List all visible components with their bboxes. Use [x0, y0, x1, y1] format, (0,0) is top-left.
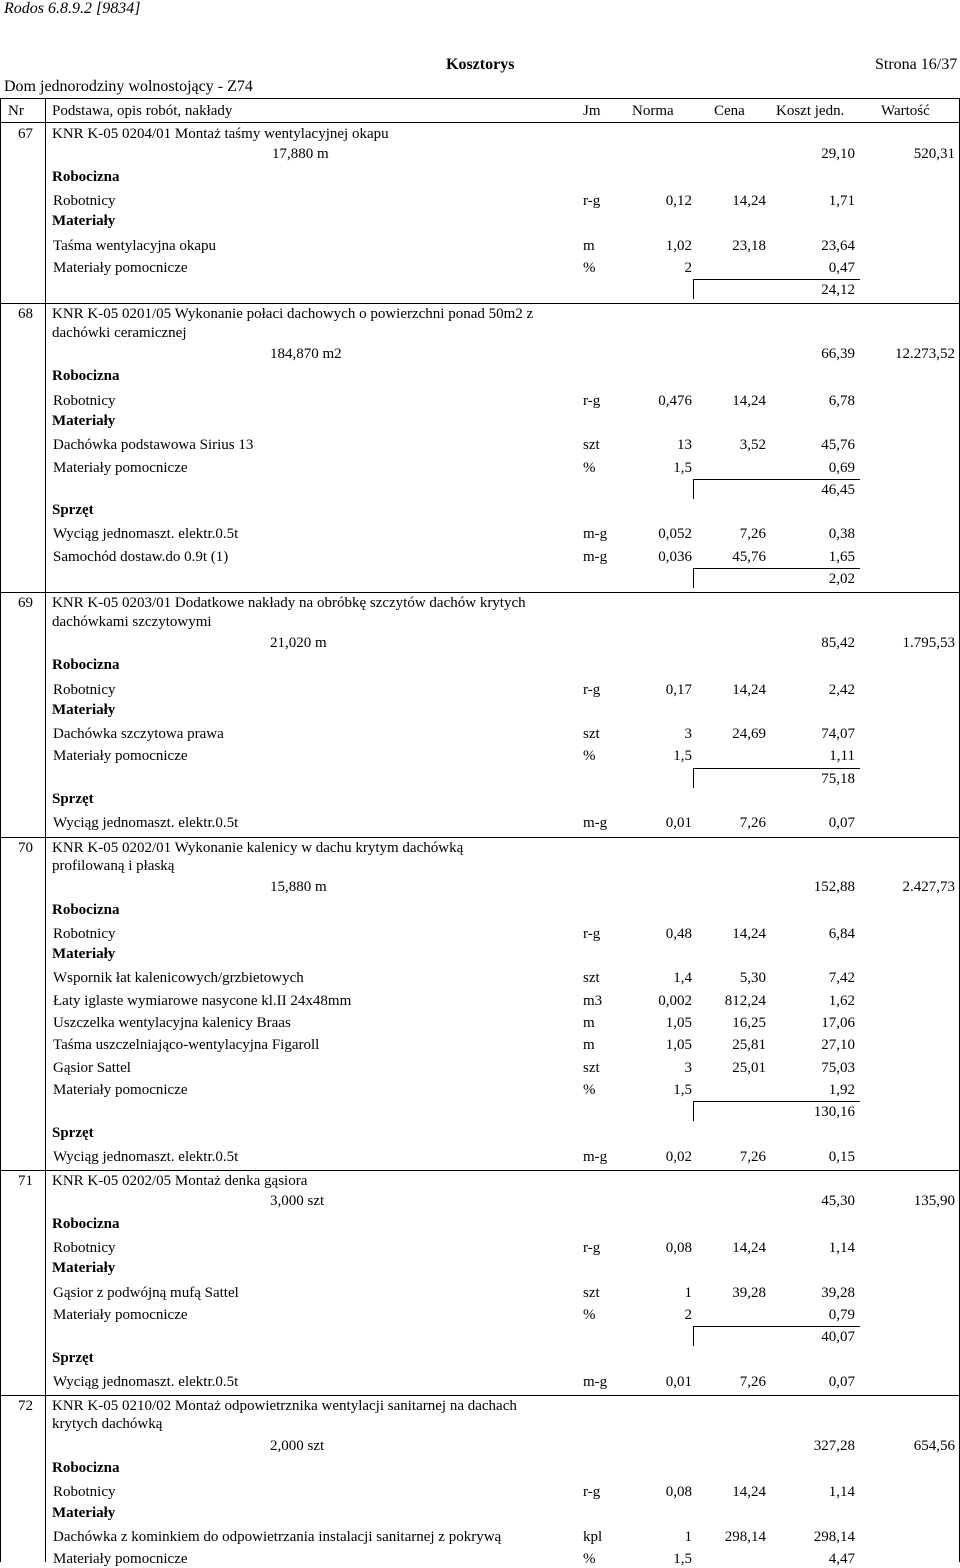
equipment-total-side — [693, 568, 694, 588]
col-header-wartosc: Wartość — [881, 103, 930, 119]
labor-row-cost: 1,14 — [828, 1484, 855, 1501]
material-row-name: Materiały pomocnicze — [53, 259, 188, 276]
material-row-unit: m3 — [583, 992, 603, 1009]
material-row-cost: 23,64 — [821, 237, 855, 254]
item-quantity: 17,880 m — [272, 146, 329, 163]
labor-header: Robocizna — [52, 168, 120, 185]
material-row-name: Wspornik łat kalenicowych/grzbietowych — [53, 970, 304, 987]
material-row-unit: % — [583, 1081, 596, 1098]
item-value: 520,31 — [913, 146, 955, 163]
item-title: KNR K-05 0202/05 Montaż denka gąsiora — [52, 1173, 308, 1190]
material-row-name: Materiały pomocnicze — [53, 1081, 188, 1098]
materials-total: 75,18 — [821, 770, 855, 787]
material-row-price: 812,24 — [724, 992, 766, 1009]
material-row-price: 24,69 — [732, 726, 766, 743]
labor-header: Robocizna — [52, 1215, 120, 1232]
material-row-norm: 1,4 — [673, 970, 692, 987]
labor-row-norm: 0,17 — [665, 681, 692, 698]
materials-header: Materiały — [52, 1260, 116, 1277]
materials-total-rule — [693, 1326, 860, 1327]
material-row-norm: 3 — [684, 726, 692, 743]
material-row-norm: 13 — [677, 437, 692, 454]
material-row-unit: szt — [583, 437, 600, 454]
item-quantity: 184,870 m2 — [270, 346, 342, 362]
labor-row-unit: r-g — [583, 392, 601, 409]
col-header-norma: Norma — [632, 103, 674, 119]
labor-row-price: 14,24 — [732, 925, 766, 942]
labor-row-name: Robotnicy — [53, 392, 116, 409]
material-row-name: Materiały pomocnicze — [53, 1551, 188, 1568]
item-title: KNR K-05 0202/01 Wykonanie kalenicy w dachu krytym dachówką — [52, 839, 464, 856]
material-row-norm: 1,02 — [665, 237, 692, 254]
material-row-unit: kpl — [583, 1528, 603, 1545]
equipment-row-unit: m-g — [583, 526, 608, 543]
item-title-continued: profilowaną i płaską — [52, 857, 175, 874]
material-row-norm: 2 — [684, 1306, 692, 1323]
item-number: 69 — [18, 595, 33, 612]
material-row-price: 23,18 — [732, 237, 766, 254]
material-row-cost: 0,69 — [828, 459, 855, 476]
material-row-name: Łaty iglaste wymiarowe nasycone kl.II 24x48mm — [53, 992, 352, 1009]
item-title-continued: krytych dachówką — [52, 1416, 163, 1433]
equipment-row-cost: 1,65 — [828, 548, 855, 565]
material-row-name: Dachówka podstawowa Sirius 13 — [53, 437, 254, 454]
material-row-price: 39,28 — [732, 1284, 766, 1301]
material-row-cost: 1,11 — [829, 748, 855, 765]
materials-total-side — [693, 279, 694, 299]
material-row-cost: 1,62 — [828, 992, 855, 1009]
material-row-unit: m — [583, 1015, 595, 1031]
materials-header: Materiały — [52, 213, 116, 230]
equipment-header: Sprzęt — [52, 791, 94, 807]
equipment-row-unit: m-g — [583, 548, 608, 565]
material-row-name: Materiały pomocnicze — [53, 748, 188, 765]
material-row-unit: szt — [583, 726, 600, 743]
materials-total-side — [693, 1101, 694, 1121]
item-value: 12.273,52 — [895, 346, 955, 362]
labor-row-cost: 2,42 — [828, 681, 855, 698]
labor-row-norm: 0,08 — [665, 1240, 692, 1256]
labor-row-price: 14,24 — [732, 681, 766, 698]
equipment-row-unit: m-g — [583, 815, 608, 832]
labor-header: Robocizna — [52, 657, 120, 674]
materials-total-side — [693, 1326, 694, 1346]
labor-row-price: 14,24 — [732, 192, 766, 209]
equipment-header: Sprzęt — [52, 1349, 94, 1366]
materials-total: 40,07 — [821, 1329, 855, 1346]
col-header-cena: Cena — [714, 103, 745, 119]
material-row-cost: 45,76 — [821, 437, 855, 454]
material-row-norm: 1,5 — [673, 459, 692, 476]
labor-row-cost: 6,78 — [828, 392, 855, 409]
equipment-row-norm: 0,01 — [665, 1373, 692, 1390]
material-row-norm: 2 — [684, 259, 692, 276]
item-title: KNR K-05 0204/01 Montaż taśmy wentylacyjnej okapu — [52, 126, 389, 142]
equipment-row-cost: 0,07 — [828, 815, 855, 832]
material-row-norm: 1,5 — [673, 1551, 692, 1568]
item-number: 72 — [18, 1398, 33, 1415]
item-unit-cost: 45,30 — [821, 1193, 855, 1210]
material-row-name: Dachówka z kominkiem do odpowietrzania instalacji sanitarnej z pokrywą — [53, 1528, 502, 1545]
labor-row-norm: 0,476 — [658, 392, 692, 409]
materials-total: 130,16 — [813, 1104, 855, 1121]
item-separator — [0, 1395, 960, 1396]
materials-total-rule — [693, 479, 860, 480]
item-value: 654,56 — [913, 1437, 955, 1454]
page-number: Strona 16/37 — [875, 56, 958, 73]
material-row-cost: 7,42 — [828, 970, 855, 987]
equipment-row-cost: 0,38 — [828, 526, 855, 543]
equipment-row-name: Samochód dostaw.do 0.9t (1) — [53, 548, 229, 565]
rule-left — [0, 98, 1, 1562]
materials-header: Materiały — [52, 701, 116, 718]
materials-total-rule — [693, 768, 860, 769]
item-value: 1.795,53 — [902, 634, 955, 651]
program-version: Rodos 6.8.9.2 [9834] — [4, 0, 141, 17]
labor-row-cost: 1,14 — [828, 1240, 855, 1256]
equipment-total: 2,02 — [828, 571, 855, 587]
material-row-name: Taśma wentylacyjna okapu — [53, 237, 217, 254]
equipment-row-norm: 0,052 — [658, 526, 692, 543]
materials-header: Materiały — [52, 1504, 116, 1521]
material-row-unit: % — [583, 1306, 596, 1323]
material-row-unit: % — [583, 459, 596, 476]
equipment-row-cost: 0,15 — [828, 1148, 855, 1165]
materials-total-side — [693, 768, 694, 788]
material-row-unit: szt — [583, 970, 600, 987]
materials-total-rule — [693, 1101, 860, 1102]
col-header-nr: Nr — [8, 103, 24, 119]
material-row-name: Materiały pomocnicze — [53, 1306, 188, 1323]
material-row-name: Gąsior z podwójną mufą Sattel — [53, 1284, 239, 1301]
item-quantity: 21,020 m — [270, 634, 327, 651]
material-row-unit: m — [583, 1037, 595, 1054]
material-row-name: Dachówka szczytowa prawa — [53, 726, 224, 743]
labor-row-name: Robotnicy — [53, 1484, 116, 1501]
material-row-cost: 298,14 — [813, 1528, 855, 1545]
material-row-unit: % — [583, 259, 596, 276]
materials-total-rule — [693, 279, 860, 280]
labor-row-cost: 1,71 — [828, 192, 855, 209]
material-row-cost: 27,10 — [821, 1037, 855, 1054]
materials-header: Materiały — [52, 412, 116, 429]
equipment-row-name: Wyciąg jednomaszt. elektr.0.5t — [53, 815, 239, 832]
item-title-continued: dachówki ceramicznej — [52, 324, 187, 341]
materials-total: 24,12 — [821, 282, 855, 299]
material-row-price: 25,81 — [732, 1037, 766, 1054]
material-row-cost: 39,28 — [821, 1284, 855, 1301]
equipment-row-price: 45,76 — [732, 548, 766, 565]
item-quantity: 15,880 m — [270, 879, 327, 896]
material-row-cost: 74,07 — [821, 726, 855, 743]
equipment-header: Sprzęt — [52, 502, 94, 519]
item-number: 68 — [18, 306, 33, 323]
material-row-cost: 4,47 — [828, 1551, 855, 1568]
item-value: 135,90 — [913, 1193, 955, 1210]
material-row-cost: 0,79 — [828, 1306, 855, 1323]
material-row-unit: % — [583, 1551, 596, 1568]
equipment-row-unit: m-g — [583, 1373, 608, 1390]
header-top-rule — [0, 98, 960, 99]
header-bottom-rule — [0, 122, 960, 123]
material-row-name: Uszczelka wentylacyjna kalenicy Braas — [53, 1015, 291, 1031]
material-row-price: 5,30 — [739, 970, 766, 987]
material-row-norm: 0,002 — [658, 992, 692, 1009]
labor-row-unit: r-g — [583, 681, 601, 698]
item-unit-cost: 85,42 — [821, 634, 855, 651]
material-row-norm: 1,5 — [673, 748, 692, 765]
item-number: 67 — [18, 126, 33, 142]
labor-row-unit: r-g — [583, 1240, 601, 1256]
material-row-cost: 17,06 — [821, 1015, 855, 1031]
col-header-jm: Jm — [583, 103, 601, 119]
equipment-row-norm: 0,02 — [665, 1148, 692, 1165]
item-quantity: 2,000 szt — [270, 1437, 325, 1454]
item-separator — [0, 837, 960, 838]
item-separator — [0, 592, 960, 593]
material-row-cost: 1,92 — [828, 1081, 855, 1098]
labor-row-unit: r-g — [583, 1484, 601, 1501]
item-separator — [0, 303, 960, 304]
material-row-name: Materiały pomocnicze — [53, 459, 188, 476]
labor-header: Robocizna — [52, 901, 120, 918]
material-row-norm: 3 — [684, 1059, 692, 1076]
material-row-name: Gąsior Sattel — [53, 1059, 131, 1076]
labor-row-name: Robotnicy — [53, 1240, 116, 1256]
labor-row-price: 14,24 — [732, 1484, 766, 1501]
labor-row-price: 14,24 — [732, 1240, 766, 1256]
document-title: Kosztorys — [446, 56, 515, 73]
col-header-desc: Podstawa, opis robót, nakłady — [52, 103, 233, 119]
item-value: 2.427,73 — [902, 879, 955, 896]
item-number: 70 — [18, 839, 33, 856]
equipment-row-price: 7,26 — [739, 1148, 766, 1165]
item-unit-cost: 66,39 — [821, 346, 855, 362]
equipment-row-name: Wyciąg jednomaszt. elektr.0.5t — [53, 526, 239, 543]
material-row-unit: szt — [583, 1284, 600, 1301]
equipment-row-name: Wyciąg jednomaszt. elektr.0.5t — [53, 1373, 239, 1390]
material-row-norm: 1 — [684, 1528, 692, 1545]
labor-row-unit: r-g — [583, 192, 601, 209]
equipment-row-norm: 0,01 — [665, 815, 692, 832]
item-title: KNR K-05 0210/02 Montaż odpowietrznika wentylacji sanitarnej na dachach — [52, 1398, 517, 1415]
labor-header: Robocizna — [52, 368, 120, 385]
item-unit-cost: 152,88 — [813, 879, 855, 896]
labor-row-name: Robotnicy — [53, 192, 116, 209]
material-row-price: 298,14 — [724, 1528, 766, 1545]
material-row-cost: 0,47 — [828, 259, 855, 276]
material-row-price: 25,01 — [732, 1059, 766, 1076]
equipment-row-norm: 0,036 — [658, 548, 692, 565]
material-row-norm: 1,5 — [673, 1081, 692, 1098]
labor-row-norm: 0,12 — [665, 192, 692, 209]
item-number: 71 — [18, 1173, 33, 1190]
item-title: KNR K-05 0201/05 Wykonanie połaci dachowych o powierzchni ponad 50m2 z — [52, 306, 534, 323]
material-row-unit: szt — [583, 1059, 600, 1076]
labor-row-norm: 0,48 — [665, 925, 692, 942]
item-title: KNR K-05 0203/01 Dodatkowe nakłady na obróbkę szczytów dachów krytych — [52, 595, 526, 612]
materials-total-side — [693, 479, 694, 499]
labor-row-name: Robotnicy — [53, 681, 116, 698]
material-row-norm: 1,05 — [665, 1037, 692, 1054]
material-row-unit: % — [583, 748, 596, 765]
item-quantity: 3,000 szt — [270, 1193, 325, 1210]
material-row-norm: 1 — [684, 1284, 692, 1301]
equipment-row-name: Wyciąg jednomaszt. elektr.0.5t — [53, 1148, 239, 1165]
labor-row-norm: 0,08 — [665, 1484, 692, 1501]
item-unit-cost: 29,10 — [821, 146, 855, 163]
materials-total: 46,45 — [821, 481, 855, 498]
rule-nr — [45, 98, 46, 1562]
labor-header: Robocizna — [52, 1460, 120, 1476]
labor-row-name: Robotnicy — [53, 925, 116, 942]
material-row-name: Taśma uszczelniająco-wentylacyjna Figaroll — [53, 1037, 320, 1054]
labor-row-unit: r-g — [583, 925, 601, 942]
material-row-norm: 1,05 — [665, 1015, 692, 1031]
equipment-row-price: 7,26 — [739, 1373, 766, 1390]
equipment-total-rule — [693, 568, 860, 569]
item-title-continued: dachówkami szczytowymi — [52, 613, 212, 630]
item-separator — [0, 1170, 960, 1171]
project-name: Dom jednorodziny wolnostojący - Z74 — [4, 78, 253, 95]
labor-row-price: 14,24 — [732, 392, 766, 409]
materials-header: Materiały — [52, 946, 116, 963]
labor-row-cost: 6,84 — [828, 925, 855, 942]
equipment-row-price: 7,26 — [739, 815, 766, 832]
equipment-row-cost: 0,07 — [828, 1373, 855, 1390]
material-row-unit: m — [583, 237, 595, 254]
item-unit-cost: 327,28 — [813, 1437, 855, 1454]
material-row-cost: 75,03 — [821, 1059, 855, 1076]
equipment-row-unit: m-g — [583, 1148, 608, 1165]
equipment-row-price: 7,26 — [739, 526, 766, 543]
col-header-koszt: Koszt jedn. — [776, 103, 845, 119]
material-row-price: 3,52 — [739, 437, 766, 454]
material-row-price: 16,25 — [732, 1015, 766, 1031]
equipment-header: Sprzęt — [52, 1124, 94, 1141]
